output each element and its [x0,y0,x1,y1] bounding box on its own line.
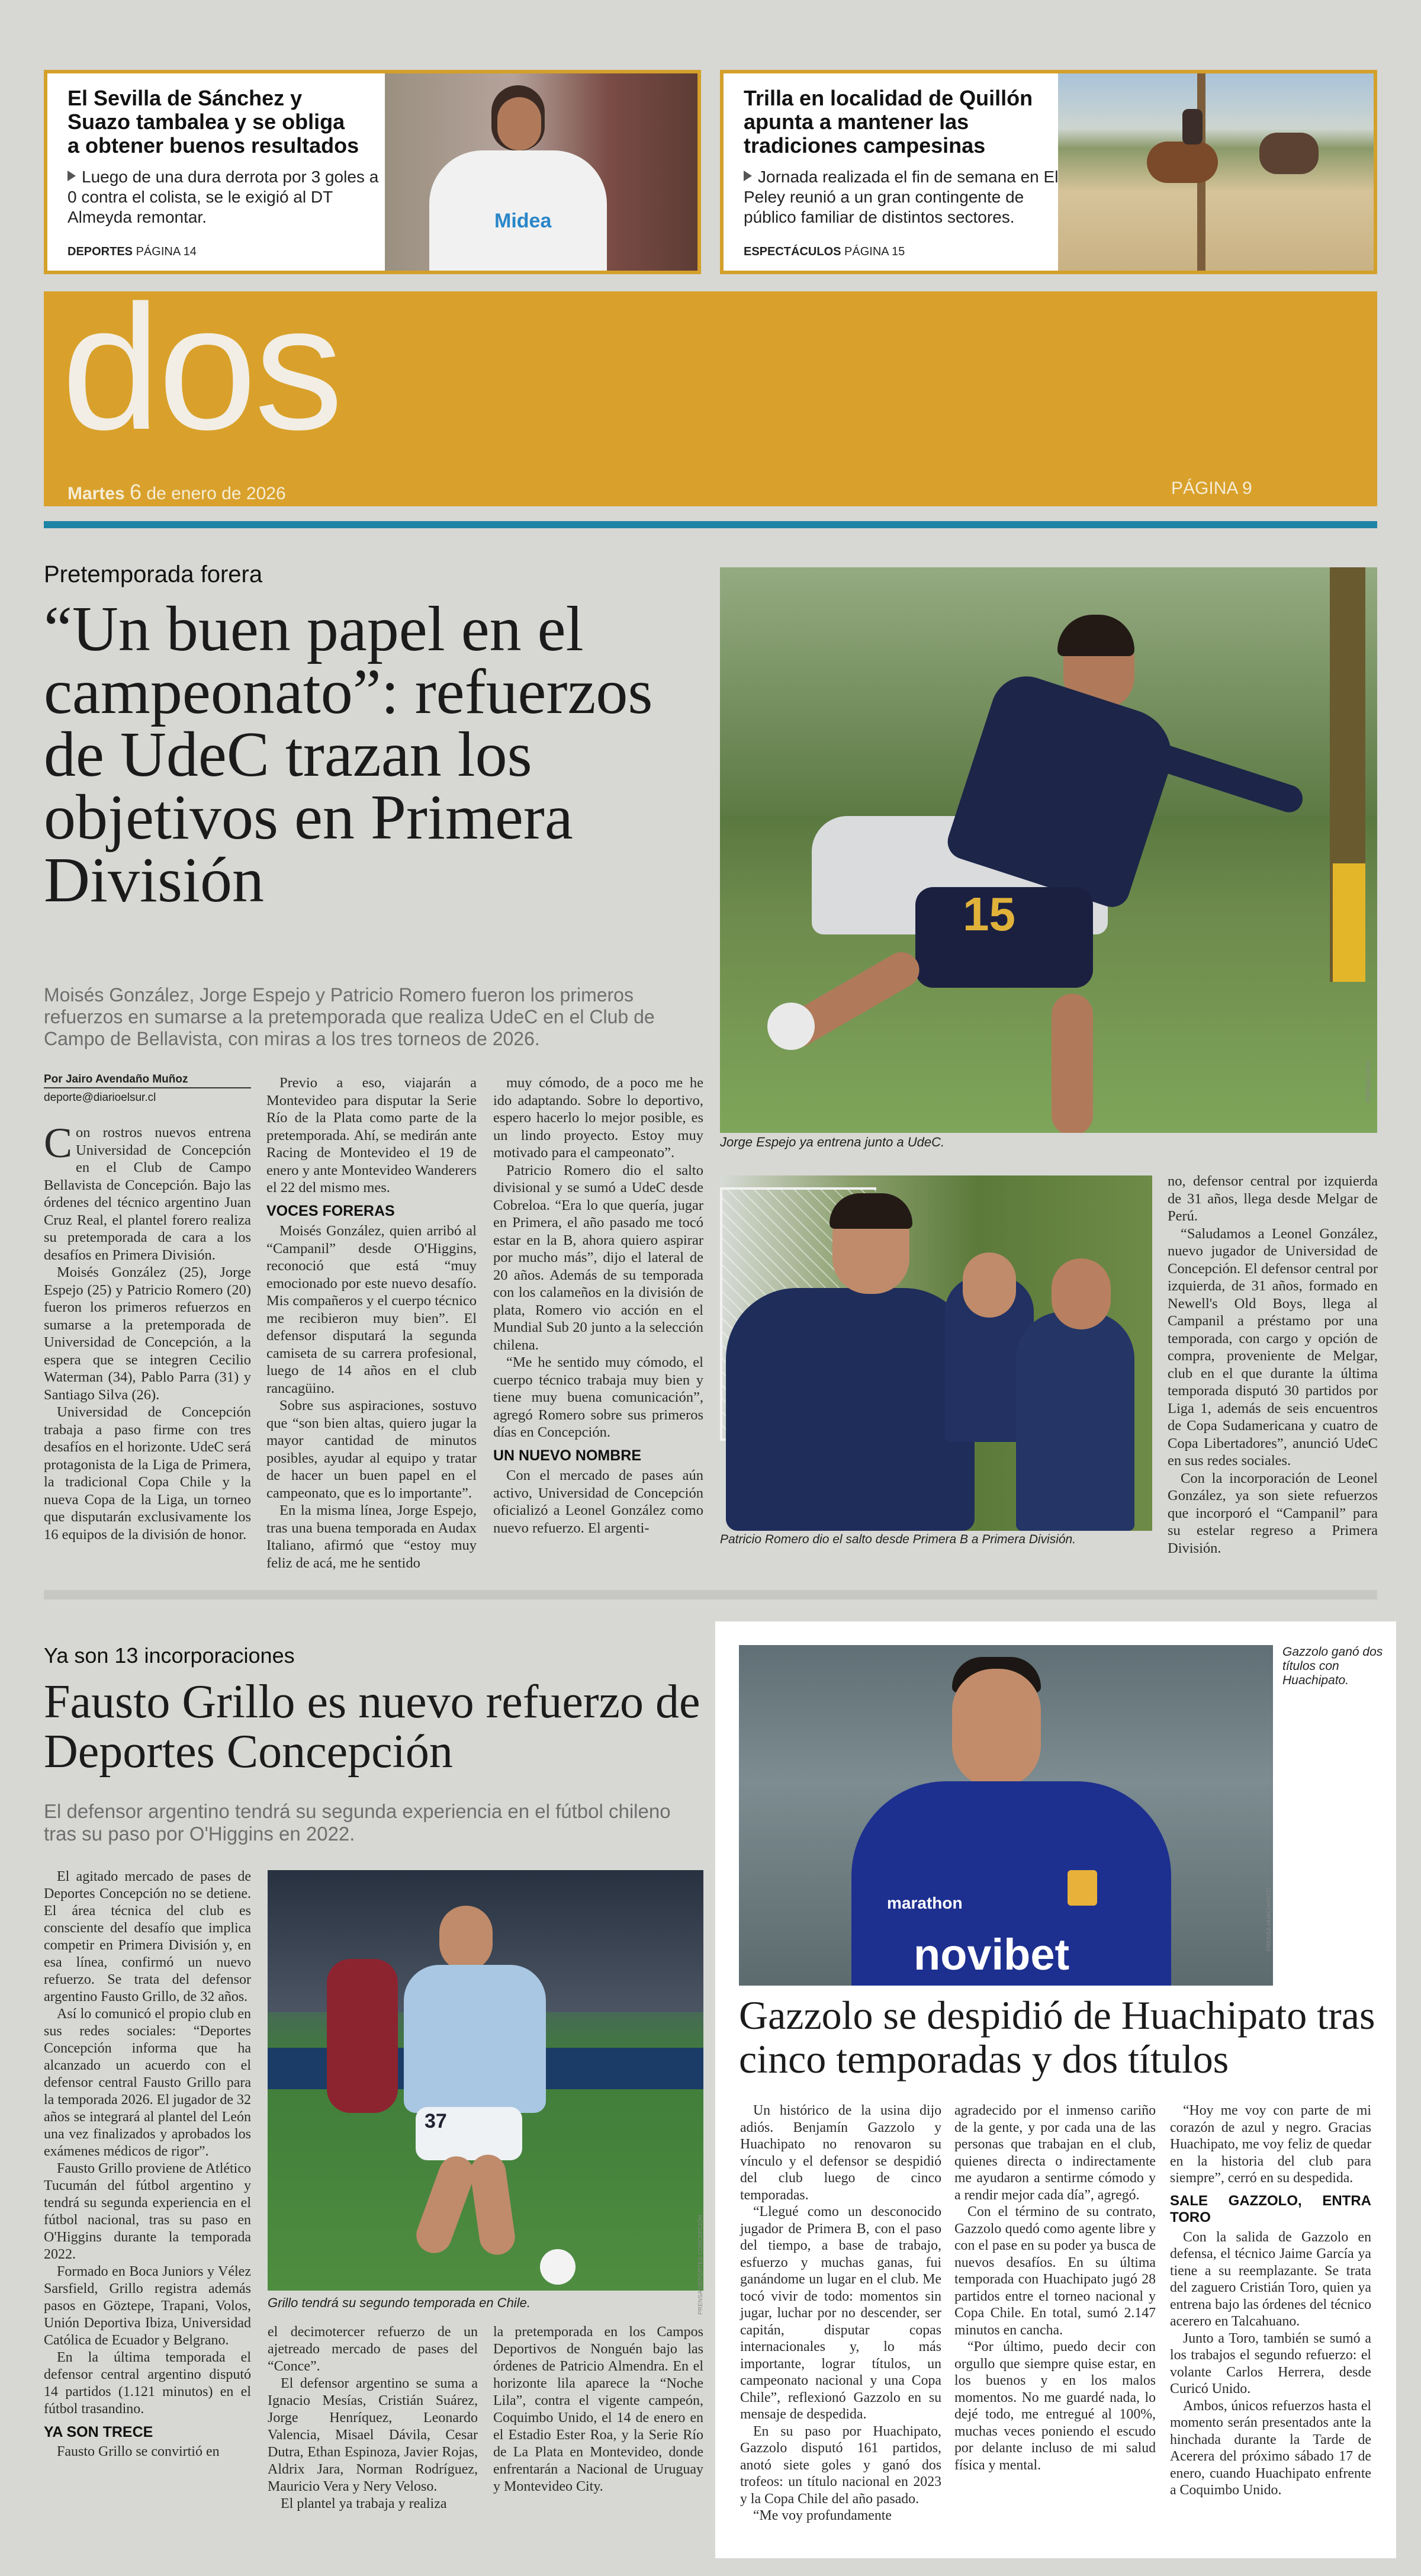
story3-column-1: Un histórico de la usina dijo adiós. Benjamín Gazzolo y Huachipato no renovaron su vínculo y el defensor se despidió del club luego de cinco temporadas. “Llegué como un desconocido jugador de Primera B, con el paso del tiempo, a base de trabajo, esfuerzo y muchas ganas, fui ganándome un lugar en el club. Me tocó vivir de todo: momentos sin jugar, luchar por no descender, ser capitán, disputar copas internacionales y, lo más importante, lograr títulos, un campeonato nacional y una Copa Chile”, reflexionó Gazzolo en su mensaje de despedida. En su paso por Huachipato, Gazzolo disputó 161 partidos, anotó siete goles y ganó dos trofeos: un título nacional en 2023 y la Copa Chile del año pasado. “Me voy profundamente [740,2103,941,2523]
grillo-jersey-number: 37 [425,2110,447,2132]
subhead: UN NUEVO NOMBRE [493,1447,642,1464]
photo-credit: PRENSA DEPORTES CONCEPCIÓN [697,2215,704,2315]
story1-deck: Moisés González, Jorge Espejo y Patricio Romero fueron los primeros refuerzos en sumarse a la pretemporada que realiza UdeC en el Club de Campo de Bellavista, con miras a los tres torneos de 2026. [44,984,655,1049]
gazzolo-box [715,1621,1396,2558]
promo-headline: Trilla en localidad de Quillón apunta a mantener las tradiciones campesinas [744,86,1033,158]
promo-section: DEPORTES PÁGINA 14 [67,245,197,258]
story2-column-2: el decimotercer refuerzo de un ajetreado mercado de pases del “Conce”. El defensor argentino se suma a Ignacio Mesías, Cristián Suárez, Jorge Henríquez, Leonardo Valencia, Misael Dávila, Cesar Dutra, Ethan Espinoza, Javier Rojas, Aldrix Jara, Norman Rodríguez, Mauricio Vera y Nery Veloso. El plantel ya trabaja y realiza [268,2324,478,2511]
story1-byline: Por Jairo Avendaño Muñoz [44,1073,188,1085]
photo-gazzolo-caption: Gazzolo ganó dos títulos con Huachipato. [1282,1645,1383,1687]
section-title: dos [62,268,341,467]
story1-headline: “Un buen papel en el campeonato”: refuerzos de UdeC trazan los objetivos en Primera División [44,594,653,916]
promo-headline: El Sevilla de Sánchez y Suazo tambalea y se obliga a obtener buenos resultados [67,86,359,158]
story1-column-1: Con rostros nuevos entrena Universidad de Concepción en el Club de Campo Bellavista de Concepción. Bajo las órdenes del técnico argentino Juan Cruz Real, el plantel forero realiza su pretemporada de cara a los desafíos en Primera División. Moisés González (25), Jorge Espejo (25) y Patricio Romero (20) fueron los primeros refuerzos en sumarse a la pretemporada de Universidad de Concepción, a la espera que se integren Cecilio Waterman (34), Pablo Parra (31) y Santiago Silva (26). Universidad de Concepción trabaja a paso firme con tres desafíos en el horizonte. UdeC será protagonista de la Liga de Primera, la tradicional Copa Chile y la nueva Copa de la Liga, un torneo que disputarán exclusivamente los 16 equipos de la división de honor. [44,1119,251,1543]
promo-box-sevilla[interactable] [44,70,701,274]
story1-column-3: muy cómodo, de a poco me he ido adaptando. Sobre lo deportivo, espero hacerlo lo mejor posible, es un lindo proyecto. Estoy muy motivado para el campeonato”. Patricio Romero dio el salto divisional y se sumó a UdeC desde Cobreloa. “Era lo que quería, jugar en Primera, el año pasado me tocó estar en la B, ahora quiero aspirar por mucho más”, dijo el lateral de 20 años. Además de su temporada con los calameños en la división de plata, Romero vio acción en el Mundial Sub 20 junto a la selección chilena. “Me he sentido muy cómodo, el cuerpo técnico trabaja muy bien y tiene muy buena comunicación”, agregó Romero sobre sus primeros días en Concepción. UN NUEVO NOMBRE Con el mercado de pases aún activo, Universidad de Concepción oficializó a Leonel González como nuevo refuerzo. El argenti- [493,1075,703,1536]
story1-column-4: no, defensor central por izquierda de 31 años, llega desde Melgar de Perú. “Saludamos a Leonel González, nuevo jugador de Universidad de Concepción. El defensor central por izquierda, de 31 años, formado en Newell's Old Boys, llega al Campanil a préstamo por una temporada, con cargo y opción de compra, proveniente de Melgar, club en el que durante la última temporada disputó 30 partidos por Liga 1, además de seis encuentros de Copa Sudamericana y cuatro de Copa Libertadores”, anunció UdeC en sus redes sociales. Con la incorporación de Leonel González, ya son siete refuerzos que incorporó el “Campanil” para su estelar regreso a Primera División. [1168,1173,1378,1556]
photo-credit: PRENSA HUACHIPATO [1266,1888,1272,1952]
photo-romero-caption: Patricio Romero dio el salto desde Primera B a Primera División. [720,1533,1076,1546]
story2-column-1: El agitado mercado de pases de Deportes Concepción no se detiene. El área técnica del club es consciente del desafío que implica competir en Primera División y, en esa línea, confirmó un nuevo refuerzo. Se trata del defensor argentino Fausto Grillo, de 32 años. Así lo comunicó el propio club en sus redes sociales: “Deportes Concepción informa que ha alcanzado un acuerdo con el defensor central Fausto Grillo para la temporada 2026. El jugador de 32 años se integrará al plantel del León una vez finalizados y aprobados los exámenes médicos de rigor”. Fausto Grillo proviene de Atlético Tucumán del fútbol argentino y tendrá su segunda experiencia en el fútbol nacional, tras su paso en O'Higgins durante la temporada 2022. Formado en Boca Juniors y Vélez Sarsfield, Grillo registra además pasos en Göztepe, Trapani, Volos, Unión Deportiva Ibiza, Universidad Católica de Ecuador y Belgrano. En la última temporada el defensor central argentino disputó 14 partidos (1.121 minutos) en el fútbol trasandino. YA SON TRECE Fausto Grillo se convirtió en [44,1869,251,2459]
masthead-date: Martes 6 de enero de 2026 [67,480,286,504]
dropcap: C [44,1119,73,1167]
promo-body: Jornada realizada el fin de semana en El Peley reunió a un gran contingente de público familiar de distintos sectores. [744,168,1059,226]
espejo-jersey-number: 15 [963,888,1015,940]
story2-kicker: Ya son 13 incorporaciones [44,1643,295,1668]
story3-column-3: “Hoy me voy con parte de mi corazón de azul y negro. Gracias Huachipato, me voy feliz de quedar en la historia del club para siempre”, cerró en su despedida. SALE GAZZOLO, ENTRA TORO Con la salida de Gazzolo en defensa, el técnico Jaime García ya tiene a su reemplazante. Se trata del zaguero Cristián Toro, quien ya entrena bajo las órdenes del técnico acerero en Talcahuano. Junto a Toro, también se sumó a los trabajos el segundo refuerzo: el volante Carlos Herrera, desde Curicó Unido. Ambos, únicos refuerzos hasta el momento serán presentados ante la hinchada durante la Tarde de Acerera del próximo sábado 17 de enero, cuando Huachipato enfrente a Coquimbo Unido. [1170,2103,1371,2498]
subhead: VOCES FORERAS [266,1202,395,1219]
photo-grillo-caption: Grillo tendrá su segundo temporada en Chile. [268,2295,531,2310]
gazzolo-sponsor-text: novibet [914,1930,1070,1979]
photo-grillo [268,1870,703,2291]
photo-romero [720,1175,1152,1531]
story2-headline: Fausto Grillo es nuevo refuerzo de Deportes Concepción [44,1676,700,1778]
photo-espejo [720,567,1377,1133]
story2-column-3: la pretemporada en los Campos Deportivos de Nonguén bajo las órdenes de Patricio Almendra. En el horizonte lila aparece la “Noche Lila”, contra el vigente campeón, Coquimbo Unido, el 14 de enero en el Estadio Ester Roa, y la Serie Río de La Plata en Montevideo, donde enfrentarán a Nacional de Uruguay y Montevideo City. [493,2324,703,2494]
arrow-icon [67,171,76,181]
subhead: SALE GAZZOLO, ENTRA TORO [1170,2192,1371,2225]
gazzolo-chest-text: marathon [887,1894,963,1912]
masthead-rule [44,521,1377,528]
story2-deck: El defensor argentino tendrá su segunda experiencia en el fútbol chileno tras su paso por O'Higgins en 2022. [44,1800,671,1845]
story1-column-2: Previo a eso, viajarán a Montevideo para disputar la Serie Río de la Plata como parte de la pretemporada. Ahí, se medirán ante Racing de Montevideo el 19 de enero y ante Montevideo Wanderers el 22 del mismo mes. VOCES FORERAS Moisés González, quien arribó al “Campanil” desde O'Higgins, reconoció que está “muy emocionado por este nuevo desafío. Mis compañeros y el cuerpo técnico me recibieron muy bien”. El defensor disputará la segunda camiseta de su carrera profesional, luego de 14 años en el club rancagüino. Sobre sus aspiraciones, sostuvo que “son bien altas, quiero jugar la mayor cantidad de minutos posibles, ayudar al equipo y tratar de hacer un buen papel en el campeonato, que es lo importante”. En la misma línea, Jorge Espejo, tras una buena temporada en Audax Italiano, afirmó que “estoy muy feliz de acá, me he sentido [266,1075,477,1571]
story3-headline: Gazzolo se despidió de Huachipato tras cinco temporadas y dos títulos [739,1993,1375,2082]
story1-kicker: Pretemporada forera [44,561,263,587]
promo-box-trilla[interactable] [720,70,1377,274]
photo-gazzolo [739,1645,1273,1986]
masthead-band [44,268,1377,506]
photo-credit: PRENSA UDEC [1365,1060,1372,1103]
arrow-icon [744,171,752,181]
story3-column-2: agradecido por el inmenso cariño de la gente, y por cada una de las personas que trabajan en el club, quienes directa o indirectamente me ayudaron a sentirme cómodo y a rendir mejor cada día”, agregó. Con el término de su contrato, Gazzolo quedó como agente libre y con el pase en su poder ya busca de nuevos desafíos. En su última temporada con Huachipato jugó 28 partidos entre el torneo nacional y Copa Chile. En total, sumó 2.147 minutos en cancha. “Por último, puedo decir con orgullo que siempre quise estar, en los buenos y en los malos momentos. No me guardé nada, lo dejé todo, me entregué al 100%, muchas veces poniendo el escudo por delante incluso de mi salud física y mental. [954,2103,1156,2473]
promo-photo-trilla [1058,73,1377,271]
subhead: YA SON TRECE [44,2424,153,2440]
promo-body: Luego de una dura derrota por 3 goles a 0 contra el colista, se le exigió al DT Almeyda remontar. [67,168,379,226]
page-number: PÁGINA 9 [1171,478,1252,498]
byline-rule [44,1087,251,1088]
story1-email: deporte@diarioelsur.cl [44,1091,156,1104]
section-divider [44,1590,1377,1599]
promo-photo-sevilla: Midea [385,73,701,271]
photo-espejo-caption: Jorge Espejo ya entrena junto a UdeC. [720,1135,945,1149]
promo-section: ESPECTÁCULOS PÁGINA 15 [744,245,905,258]
